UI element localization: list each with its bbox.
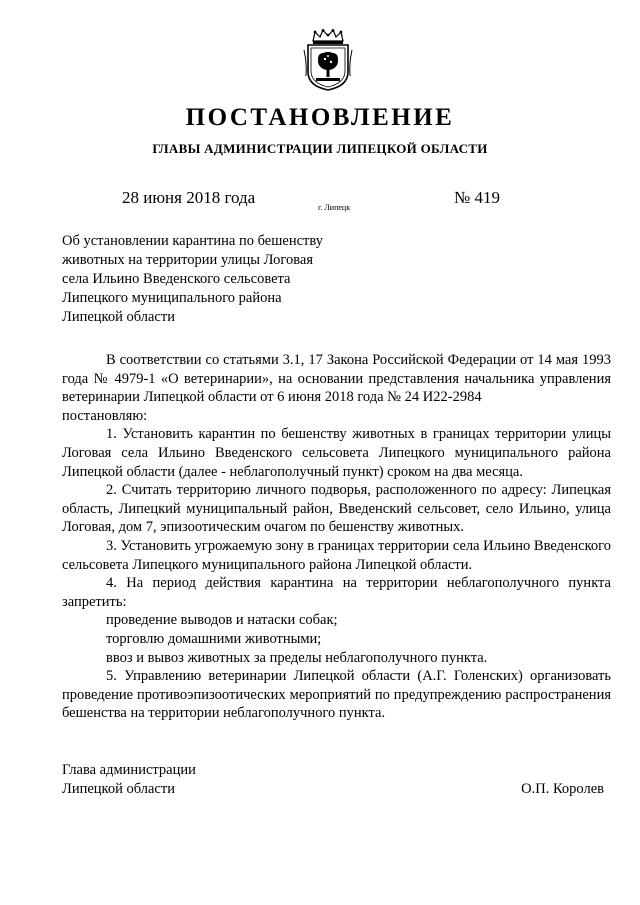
decree-word: постановляю: [62,407,148,424]
prohibition-item: ввоз и вывоз животных за пределы неблагополучного пункта. [106,649,488,666]
prohibition-item: торговлю домашними животными; [106,630,322,647]
paragraph-5: 5. Управлению ветеринарии Липецкой области (А.Г. Голенских) организовать проведение противоэпизоотических мероприятий по предупреждению распространения бешенства на территории неблагополучного пункта. [62,668,611,722]
document-title: ПОСТАНОВЛЕНИЕ [185,104,455,131]
document-number: № 419 [454,188,500,207]
signatory-position [62,761,196,798]
subject-line: животных на территории улицы Логовая [62,252,313,268]
signatory-name: О.П. Королев [521,781,604,797]
document-subject [62,232,382,327]
subject-line: села Ильино Введенского сельсовета [62,271,291,287]
position-line: Глава администрации [62,762,196,778]
position-line: Липецкой области [62,780,175,797]
document-date: 28 июня 2018 года [122,188,256,207]
paragraph-2: 2. Считать территорию личного подворья, расположенного по адресу: Липецкая область, Липецкий муниципальный район, Введенский сельсовет, село Ильино, улица Логовая, дом 7, эпизоотическим очагом по бешенству животных. [62,482,611,536]
document-body [62,351,611,723]
subject-line: Липецкой области [62,309,175,325]
document-subtitle: ГЛАВЫ АДМИНИСТРАЦИИ ЛИПЕЦКОЙ ОБЛАСТИ [152,141,488,156]
paragraph-1: 1. Установить карантин по бешенству животных в границах территории улицы Логовая села Ильино Введенского сельсовета Липецкого муниципального района Липецкой области (далее - неблагополучный пункт) сроком на два месяца. [62,426,611,480]
document-city: г. Липецк [318,203,351,212]
subject-line: Липецкого муниципального района [62,290,282,306]
subject-line: Об установлении карантина по бешенству [62,233,323,249]
paragraph-4: 4. На период действия карантина на территории неблагополучного пункта запретить: [62,575,611,610]
paragraph-3: 3. Установить угрожаемую зону в границах территории села Ильино Введенского сельсовета Липецкого муниципального района Липецкой области. [62,537,611,573]
preamble-paragraph: В соответствии со статьями 3.1, 17 Закона Российской Федерации от 14 мая 1993 года № 4979-1 «О ветеринарии», на основании представления начальника управления ветеринарии Липецкой области от 6 июня 2018 года № 24 И22-2984 [62,352,611,406]
prohibition-item: проведение выводов и натаски собак; [106,612,338,629]
coat-of-arms-icon [302,28,354,92]
